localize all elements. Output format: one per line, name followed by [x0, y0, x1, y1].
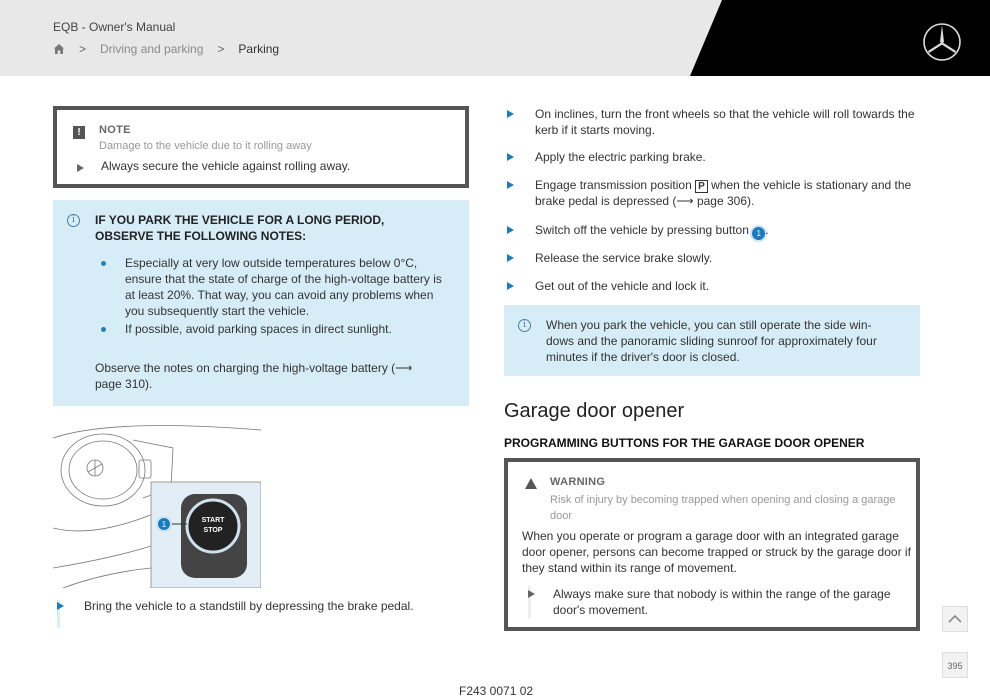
info-icon: i	[67, 214, 80, 227]
figure-code: F243 0071 02	[459, 684, 534, 698]
dashboard-drawing	[53, 418, 261, 588]
page-number: 395	[942, 652, 968, 678]
manual-title: EQB - Owner's Manual	[53, 20, 176, 34]
section-title: Garage door opener	[504, 400, 685, 422]
warning-text: When you operate or program a garage door with an integrated garage door opener, persons can become trapped or struck by the garage door if they stand within its range of movement.	[522, 529, 911, 575]
step-turn-wheels: On inclines, turn the front wheels so that the vehicle will roll towards the kerb if it starts moving.	[535, 107, 915, 137]
note-title: NOTE	[99, 124, 131, 136]
mercedes-star-logo-icon[interactable]	[922, 22, 962, 62]
breadcrumb	[53, 42, 279, 56]
step-release-brake: Release the service brake slowly.	[535, 251, 713, 265]
breadcrumb-driving-and-parking[interactable]: Driving and parking	[100, 42, 204, 56]
step-arrow-icon	[507, 110, 514, 118]
sunroof-info-text: When you park the vehicle, you can still operate the side win-dows and the panoramic sliding sunroof for approximately four minutes if the driver's door is closed.	[546, 318, 877, 364]
note-action: Always secure the vehicle against rolling away.	[101, 159, 351, 173]
step-arrow-icon	[77, 164, 84, 172]
home-icon[interactable]	[53, 43, 65, 55]
chevron-up-icon	[943, 607, 967, 631]
chevron-right-icon: >	[217, 42, 225, 56]
bullet-icon	[101, 261, 106, 266]
step-transmission-p	[535, 177, 925, 209]
step-switch-off-text-a: Switch off the vehicle by pressing button	[535, 223, 753, 237]
step-arrow-icon	[57, 602, 64, 610]
note-box	[53, 106, 469, 188]
long-park-info-box	[53, 200, 469, 406]
warning-triangle-icon	[525, 478, 537, 489]
step-switch-off	[535, 222, 925, 240]
warning-subtitle: Risk of injury by becoming trapped when opening and closing a garage door	[550, 494, 896, 522]
step-switch-off-text-b: .	[765, 223, 769, 237]
warning-title: WARNING	[550, 476, 606, 488]
step-transmission-text-a: Engage transmission position	[535, 178, 696, 192]
section-subtitle: PROGRAMMING BUTTONS FOR THE GARAGE DOOR OPENER	[504, 436, 865, 450]
button-1-icon: 1	[752, 227, 765, 240]
long-park-footer: Observe the notes on charging the high-voltage battery (⟶ page 310).	[95, 361, 413, 391]
step-arrow-icon	[507, 153, 514, 161]
long-park-bullet-2: If possible, avoid parking spaces in direct sunlight.	[125, 322, 392, 336]
step-brake-pedal: Bring the vehicle to a standstill by depressing the brake pedal.	[84, 599, 414, 613]
step-arrow-icon	[507, 226, 514, 234]
breadcrumb-parking[interactable]: Parking	[238, 42, 280, 56]
warning-action: Always make sure that nobody is within the range of the garage door's movement.	[553, 587, 891, 617]
step-arrow-icon	[528, 590, 535, 598]
long-park-title: IF YOU PARK THE VEHICLE FOR A LONG PERIOD, OBSERVE THE FOLLOWING NOTES:	[95, 213, 385, 243]
step-lock-vehicle: Get out of the vehicle and lock it.	[535, 279, 710, 293]
step-transmission-text-b: when the vehicle is stationary and the brake pedal is depressed (⟶ page 306).	[535, 178, 912, 208]
step-arrow-icon	[507, 254, 514, 262]
exclamation-icon: !	[73, 126, 85, 139]
step-parking-brake: Apply the electric parking brake.	[535, 150, 706, 164]
sunroof-info-box	[504, 305, 920, 376]
note-subtitle: Damage to the vehicle due to it rolling away	[99, 140, 312, 152]
position-p-icon: P	[695, 180, 708, 193]
warning-box	[504, 458, 920, 631]
start-label: START	[201, 517, 225, 524]
long-park-bullet-1: Especially at very low outside temperatures below 0°C, ensure that the state of charge of the high-voltage battery is at least 20%. That way, you can avoid any problems when you subsequently start the vehicle.	[125, 256, 442, 318]
callout-1: 1	[161, 520, 167, 529]
bullet-icon	[101, 327, 106, 332]
stop-label: STOP	[203, 527, 223, 534]
start-stop-illustration	[53, 418, 261, 588]
step-arrow-icon	[507, 282, 514, 290]
chevron-right-icon: >	[79, 42, 87, 56]
step-arrow-icon	[507, 181, 514, 189]
scroll-to-top-button[interactable]	[942, 606, 968, 632]
page-header	[0, 0, 990, 76]
info-icon: i	[518, 319, 531, 332]
